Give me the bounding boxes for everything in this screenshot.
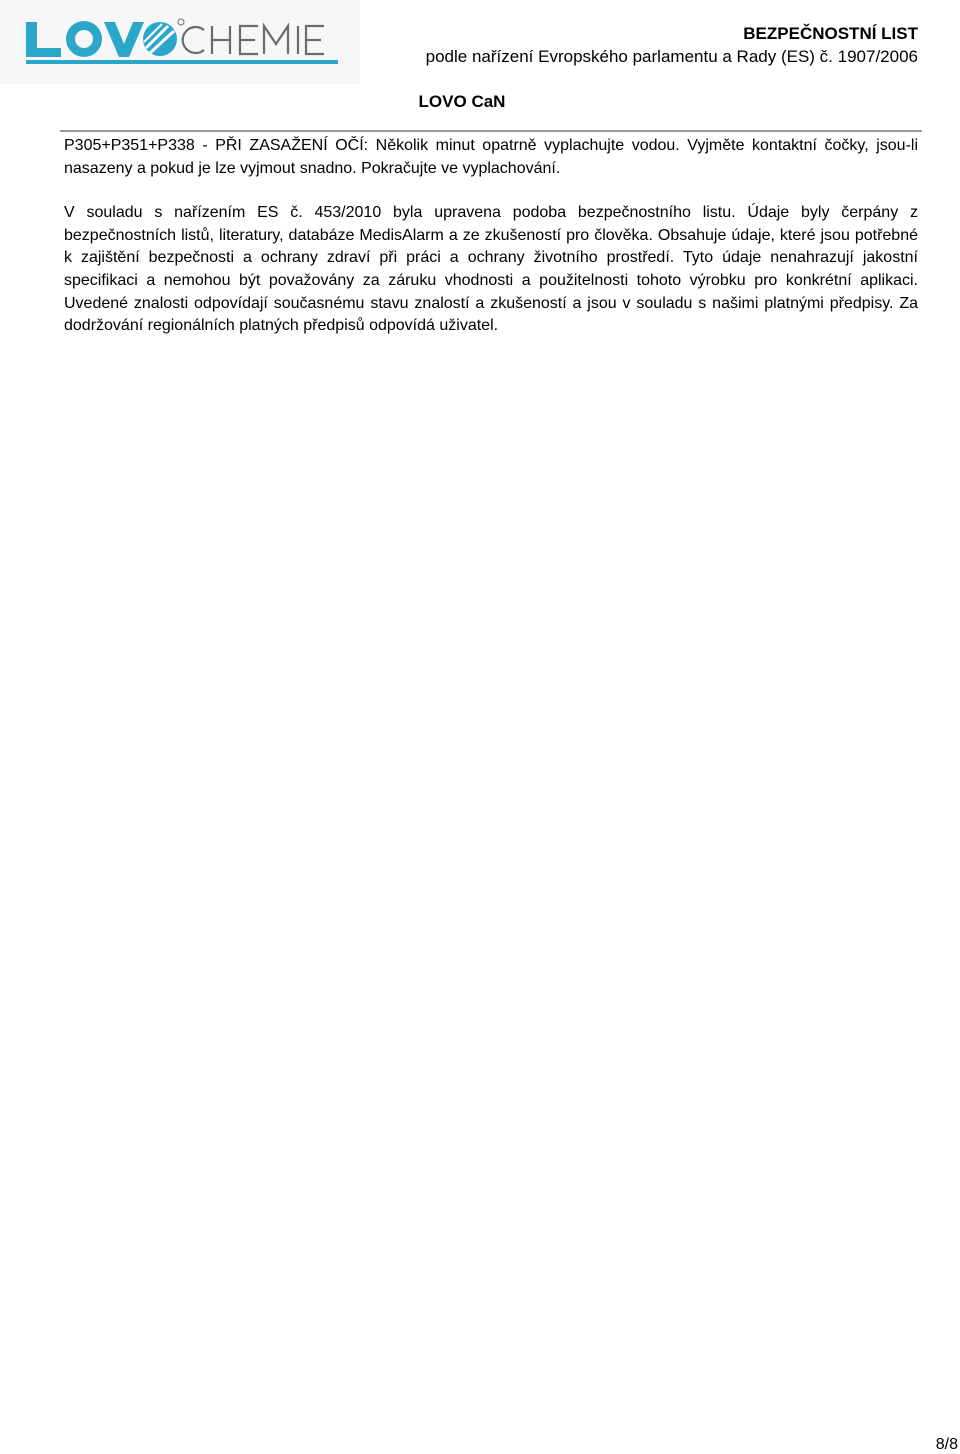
document-title: BEZPEČNOSTNÍ LIST [743, 24, 918, 43]
header-divider [60, 130, 922, 132]
lovochemie-logo-icon [0, 0, 360, 84]
document-body [64, 135, 918, 338]
document-subtitle: podle nařízení Evropského parlamentu a Rady (ES) č. 1907/2006 [425, 47, 918, 66]
page-number: 8/8 [935, 1436, 958, 1453]
paragraph-disclaimer: V souladu s nařízením ES č. 453/2010 byla upravena podoba bezpečnostního listu. Údaje byly čerpány z bezpečnostních listů, literatury, databáze MedisAlarm a ze zkušeností pro člověka. Obsahuje údaje, které jsou potřebné k zajištění bezpečnosti a ochrany zdraví při práci a ochrany životního prostředí. Tyto údaje nenahrazují jakostní specifikaci a nemohou být považovány za záruku vhodnosti a použitelnosti tohoto výrobku pro konkrétní aplikaci. Uvedené znalosti odpovídají současnému stavu znalostí a zkušeností a jsou v souladu s našimi platnými předpisy. Za dodržování regionálních platných předpisů odpovídá uživatel. [64, 204, 918, 335]
product-name: LOVO CaN [418, 92, 506, 111]
company-logo [0, 0, 360, 84]
paragraph-precautionary-statement: P305+P351+P338 - PŘI ZASAŽENÍ OČÍ: Několik minut opatrně vyplachujte vodou. Vyjměte kontaktní čočky, jsou-li nasazeny a pokud je lze vyjmout snadno. Pokračujte ve vyplachování. [64, 137, 918, 177]
